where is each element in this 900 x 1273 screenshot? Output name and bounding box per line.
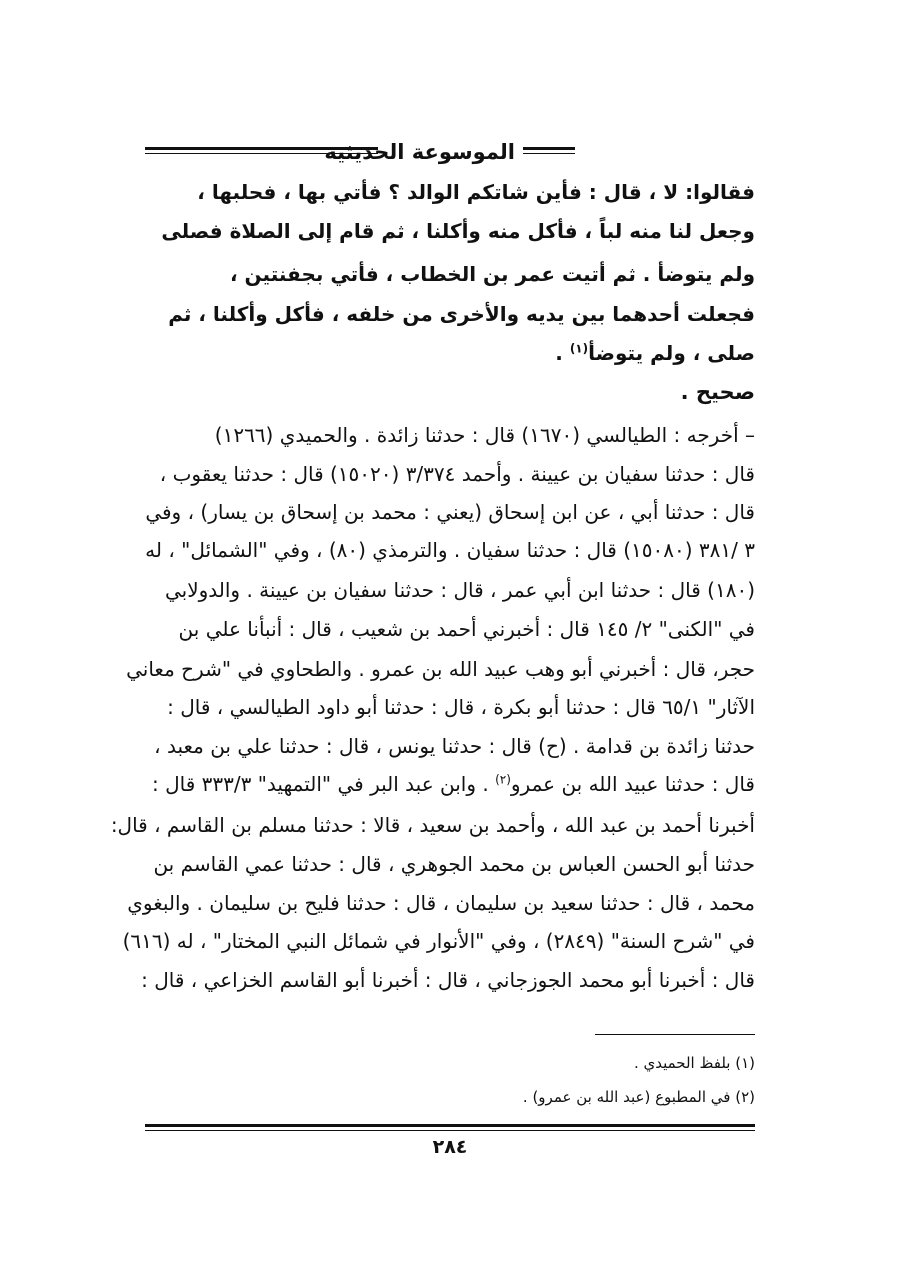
hadith-line <box>145 302 755 342</box>
grade-label: صحيح . <box>680 380 755 404</box>
takhrij-line <box>145 423 755 463</box>
takhrij-line <box>141 968 755 1008</box>
takhrij-line-text: حجر، قال : أخبرني أبو وهب عبيد الله بن عمرو . والطحاوي في "شرح معاني <box>126 657 755 681</box>
footer-rule-thick <box>145 1124 755 1127</box>
hadith-line-text: صلى ، ولم يتوضأ <box>588 341 755 365</box>
hadith-line-text: . <box>555 341 570 365</box>
takhrij-line-text: أخبرنا أحمد بن عبد الله ، وأحمد بن سعيد ، قالا : حدثنا مسلم بن القاسم ، قال: <box>110 813 755 837</box>
header-rule-left-thin <box>523 153 575 154</box>
header-rule-left <box>523 147 575 150</box>
footer-rule-thin <box>145 1130 755 1131</box>
takhrij-line-text: في "الكنى" ٢/ ١٤٥ قال : أخبرني أحمد بن شعيب ، قال : أنبأنا علي بن <box>178 617 755 641</box>
takhrij-line-text: قال : أخبرنا أبو محمد الجوزجاني ، قال : أخبرنا أبو القاسم الخزاعي ، قال : <box>141 968 755 992</box>
footnote-ref-1: (١) <box>569 341 589 356</box>
takhrij-line-text: محمد ، قال : حدثنا سعيد بن سليمان ، قال : حدثنا فليح بن سليمان . والبغوي <box>127 891 755 915</box>
takhrij-line <box>145 695 755 735</box>
footnote-1: (١) بلفظ الحميدي . <box>633 1054 755 1072</box>
takhrij-line <box>122 929 755 969</box>
takhrij-line <box>145 462 755 502</box>
hadith-line-text: فقالوا: لا ، قال : فأين شاتكم الوالد ؟ فأتي بها ، فحلبها ، <box>197 180 755 204</box>
page-number: ٢٨٤ <box>432 1136 468 1158</box>
hadith-line <box>145 219 755 259</box>
takhrij-line <box>145 617 755 657</box>
takhrij-line-text: (١٨٠) قال : حدثنا ابن أبي عمر ، قال : حدثنا سفيان بن عيينة . والدولابي <box>164 578 755 602</box>
takhrij-line <box>127 891 755 931</box>
takhrij-line-text: حدثنا زائدة بن قدامة . (ح) قال : حدثنا يونس ، قال : حدثنا علي بن معبد ، <box>154 734 755 758</box>
page <box>110 0 755 1273</box>
takhrij-line <box>126 657 755 697</box>
page-title: الموسوعة الحديثية <box>324 140 515 164</box>
takhrij-line <box>145 852 755 892</box>
footnote-separator <box>595 1034 755 1035</box>
takhrij-line-text: ٣ /٣٨١ (١٥٠٨٠) قال : حدثنا سفيان . والترمذي (٨٠) ، وفي "الشمائل" ، له <box>145 538 755 562</box>
hadith-line-text: فجعلت أحدهما بين يديه والأخرى من خلفه ، فأكل وأكلنا ، ثم <box>168 302 755 326</box>
hadith-line-text: ولم يتوضأ . ثم أتيت عمر بن الخطاب ، فأتي بجفنتين ، <box>230 262 755 286</box>
takhrij-line-text: . وابن عبد البر في "التمهيد" ٣٣٣/٣ قال : <box>152 772 496 796</box>
takhrij-line-text: قال : حدثنا سفيان بن عيينة . وأحمد ٣/٣٧٤ (١٥٠٢٠) قال : حدثنا يعقوب ، <box>159 462 755 486</box>
hadith-line <box>145 341 755 381</box>
takhrij-line-text: الآثار" ٦٥/١ قال : حدثنا أبو بكرة ، قال : حدثنا أبو داود الطيالسي ، قال : <box>167 695 755 719</box>
takhrij-line <box>145 772 755 812</box>
takhrij-line-text: حدثنا أبو الحسن العباس بن محمد الجوهري ، قال : حدثنا عمي القاسم بن <box>153 852 755 876</box>
takhrij-line <box>145 734 755 774</box>
takhrij-line-text: في "شرح السنة" (٢٨٤٩) ، وفي "الأنوار في شمائل النبي المختار" ، له (٦١٦) <box>122 929 755 953</box>
takhrij-line-text: – أخرجه : الطيالسي (١٦٧٠) قال : حدثنا زائدة . والحميدي (١٢٦٦) <box>214 423 755 447</box>
takhrij-line <box>110 813 755 853</box>
footnote-ref-2: (٢) <box>495 772 511 787</box>
takhrij-line-text: قال : حدثنا عبيد الله بن عمرو <box>510 772 755 796</box>
hadith-line-text: وجعل لنا منه لباً ، فأكل منه وأكلنا ، ثم قام إلى الصلاة فصلى <box>161 219 755 243</box>
page-header <box>145 138 755 172</box>
takhrij-line-text: قال : حدثنا أبي ، عن ابن إسحاق (يعني : محمد بن إسحاق بن يسار) ، وفي <box>145 500 755 524</box>
footnote-2: (٢) في المطبوع (عبد الله بن عمرو) . <box>522 1088 755 1106</box>
takhrij-line <box>145 538 755 578</box>
takhrij-line <box>145 500 755 540</box>
hadith-line <box>145 180 755 220</box>
takhrij-line <box>145 578 755 618</box>
hadith-line <box>145 262 755 302</box>
